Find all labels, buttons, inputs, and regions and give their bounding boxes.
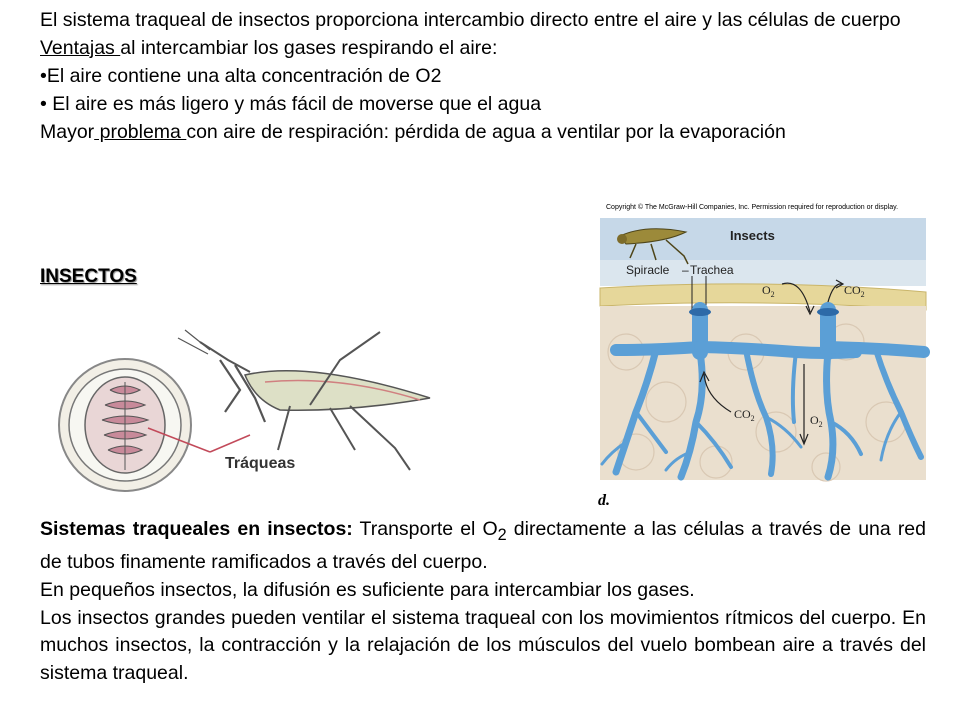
body-paragraph-1-b: directamente a las células a través de una red de tubos finamente ramificados a través del cuerpo.: [40, 518, 926, 574]
o2-label-top: $O_2$: [762, 283, 775, 299]
body-paragraph-1-a: Transporte el O: [352, 518, 498, 540]
intro-line-5-rest: con aire de respiración: pérdida de agua a ventilar por la evaporación: [186, 121, 786, 143]
spiracle-label: Spiracle: [626, 263, 670, 277]
body-paragraph-2: En pequeños insectos, la difusión es suficiente para intercambiar los gases.: [40, 579, 695, 602]
intro-line-2: [40, 34, 940, 62]
diagram-title: Insects: [730, 228, 775, 243]
intro-line-5: [40, 118, 830, 146]
o2-subscript: 2: [497, 525, 507, 544]
tracheal-system-diagram: [596, 202, 930, 498]
co2-label-top: $CO_2$: [844, 283, 865, 299]
co2-label-inner: $CO_2$: [734, 407, 755, 423]
panel-letter: d.: [598, 492, 610, 509]
intro-text: [40, 6, 940, 146]
o2-label-inner: $O_2$: [810, 413, 823, 429]
intro-line-5-start: Mayor: [40, 121, 95, 143]
problema-underlined: problema: [94, 121, 187, 143]
body-paragraph-1: [40, 516, 926, 577]
body-paragraph-3: Los insectos grandes pueden ventilar el sistema traqueal con los movimientos rítmicos del cuerpo. En muchos insectos, la contracción y la relajación de los músculos del vuelo bombean aire a través del sistema traqueal.: [40, 606, 926, 684]
body-paragraph-1-bold: Sistemas traqueales en insectos:: [40, 518, 353, 540]
bullet-1: •El aire contiene una alta concentración de O2: [40, 65, 442, 87]
copyright-notice: Copyright © The McGraw-Hill Companies, Inc. Permission required for reproduction or display.: [606, 204, 899, 211]
ventajas-underlined: Ventajas: [40, 37, 121, 59]
mantis-tracheae-illustration: [50, 320, 440, 495]
body-text: [40, 516, 926, 687]
svg-text:–: –: [682, 263, 689, 277]
tracheae-label: Tráqueas: [225, 455, 296, 472]
intro-line-2-rest: al intercambiar los gases respirando el aire:: [120, 37, 498, 59]
intro-line-1: El sistema traqueal de insectos proporciona intercambio directo entre el aire y las células de cuerpo: [40, 9, 901, 31]
bullet-2: • El aire es más ligero y más fácil de moverse que el agua: [40, 93, 542, 115]
section-heading: INSECTOS: [40, 266, 137, 287]
trachea-label: Trachea: [690, 263, 734, 277]
